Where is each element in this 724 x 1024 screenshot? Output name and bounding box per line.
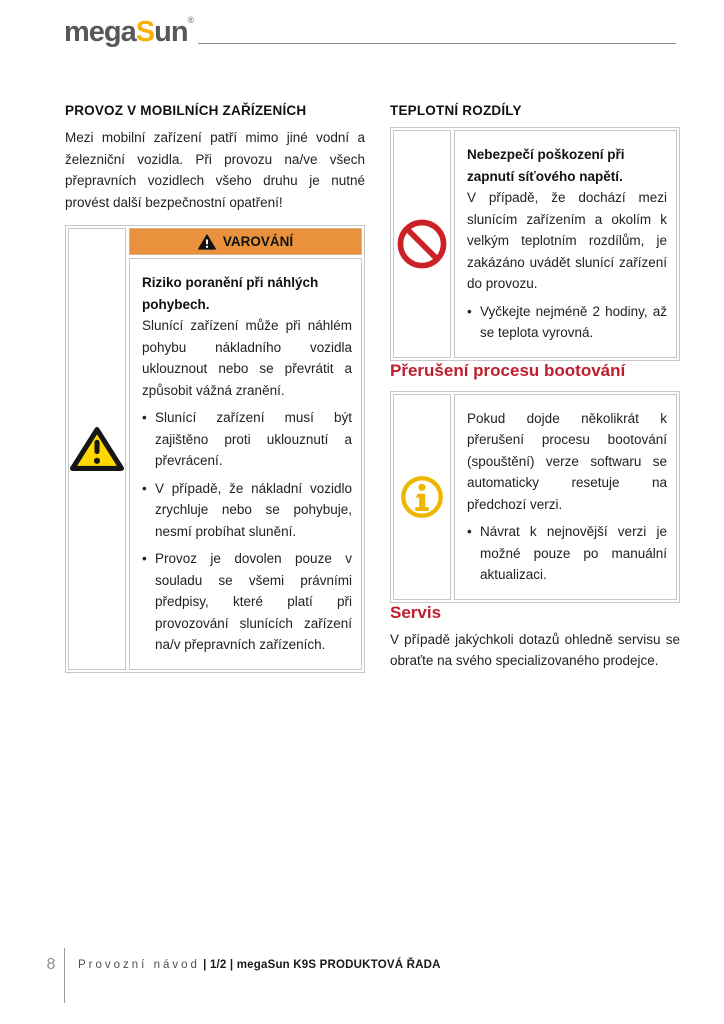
- prohibition-box: [390, 127, 680, 361]
- section-heading-boot: Přerušení procesu bootování: [390, 360, 626, 380]
- info-body: Pokud dojde několikrát k přerušení procesu bootování (spouštění) verze softwaru se automaticky resetuje na předchozí verzi.: [467, 410, 667, 512]
- prohibition-box-main: [454, 130, 677, 358]
- list-item: [142, 478, 352, 543]
- prohibition-bullets: [467, 301, 667, 344]
- section-heading-temperature: TEPLOTNÍ ROZDÍLY: [390, 103, 522, 118]
- footer-doc-meta: | 1/2 | megaSun K9S PRODUKTOVÁ ŘADA: [203, 959, 441, 971]
- footer-doc-label: Provozní návod: [78, 959, 200, 971]
- info-box: [390, 391, 680, 603]
- list-item-text: • Návrat k nejnovější verzi je možné pouze po manuální aktualizaci.: [480, 524, 667, 582]
- list-item-text: • V případě, že nákladní vozidlo zrychluje nebo se pohybuje, nesmí probíhat slunění.: [155, 480, 352, 539]
- warning-header-label: VAROVÁNÍ: [222, 234, 294, 249]
- list-item: [467, 521, 667, 586]
- warning-header: [129, 228, 362, 255]
- megasun-logo: [64, 16, 194, 47]
- info-box-icon-cell: [393, 394, 451, 600]
- registered-mark: ®: [187, 15, 195, 25]
- left-column: [65, 103, 365, 673]
- footer-text: [65, 948, 441, 971]
- section-body-service: V případě jakýchkoli dotazů ohledně servisu se obraťte na svého specializovaného prodejce.: [390, 631, 680, 668]
- warning-box-main: [129, 228, 362, 670]
- logo-mega: mega: [64, 16, 136, 48]
- prohibition-box-icon-cell: [393, 130, 451, 358]
- prohibition-body: V případě, že dochází mezi slunícím zařízením a okolím k velkým teplotním rozdílům, je zakázáno uvádět slunící zařízení do provozu.: [467, 190, 667, 291]
- warning-box-icon-cell: [68, 228, 126, 670]
- page-header: [64, 16, 676, 47]
- info-box-main: [454, 394, 677, 600]
- logo-sun-rest: un: [154, 16, 188, 48]
- warning-triangle-icon: [70, 425, 124, 473]
- section-body-mobile: Mezi mobilní zařízení patří mimo jiné vodní a železniční vozidla. Při provozu na/ve všech přepravních vozidlech všeho druhu je nutné provést další bezpečnostní opatření!: [65, 130, 365, 210]
- section-heading-mobile: PROVOZ V MOBILNÍCH ZAŘÍZENÍCH: [65, 103, 307, 118]
- logo-sun-s: S: [135, 16, 155, 48]
- header-rule: [198, 43, 676, 44]
- warning-title: Riziko poranění při náhlých pohybech.: [142, 275, 319, 312]
- warning-small-icon: [198, 234, 216, 250]
- info-content: [454, 394, 677, 600]
- info-bullets: [467, 521, 667, 586]
- warning-body: Slunící zařízení může při náhlém pohybu nákladního vozidla uklouznout nebo se převrátit a způsobit vážná zranění.: [142, 318, 352, 398]
- prohibition-content: [454, 130, 677, 358]
- list-item-text: • Vyčkejte nejméně 2 hodiny, až se teplota vyrovná.: [480, 303, 667, 340]
- section-heading-service: Servis: [390, 602, 442, 622]
- prohibition-title: Nebezpečí poškození při zapnutí síťového napětí.: [467, 147, 625, 184]
- warning-box: [65, 225, 365, 673]
- warning-content: [129, 258, 362, 670]
- warning-bullets: [142, 407, 352, 656]
- info-icon: [399, 474, 445, 520]
- page-number: 8: [46, 956, 56, 973]
- list-item-text: • Provoz je dovolen pouze v souladu se všemi právními předpisy, které platí při provozování slunících zařízení na/v přepravních zařízeních.: [155, 551, 352, 652]
- list-item: [142, 548, 352, 656]
- list-item: [142, 407, 352, 472]
- list-item-text: • Slunící zařízení musí být zajištěno proti uklouznutí a převrácení.: [155, 410, 352, 468]
- right-column: [390, 103, 680, 672]
- prohibition-icon: [396, 218, 448, 270]
- page-footer: [40, 948, 441, 1003]
- list-item: [467, 301, 667, 344]
